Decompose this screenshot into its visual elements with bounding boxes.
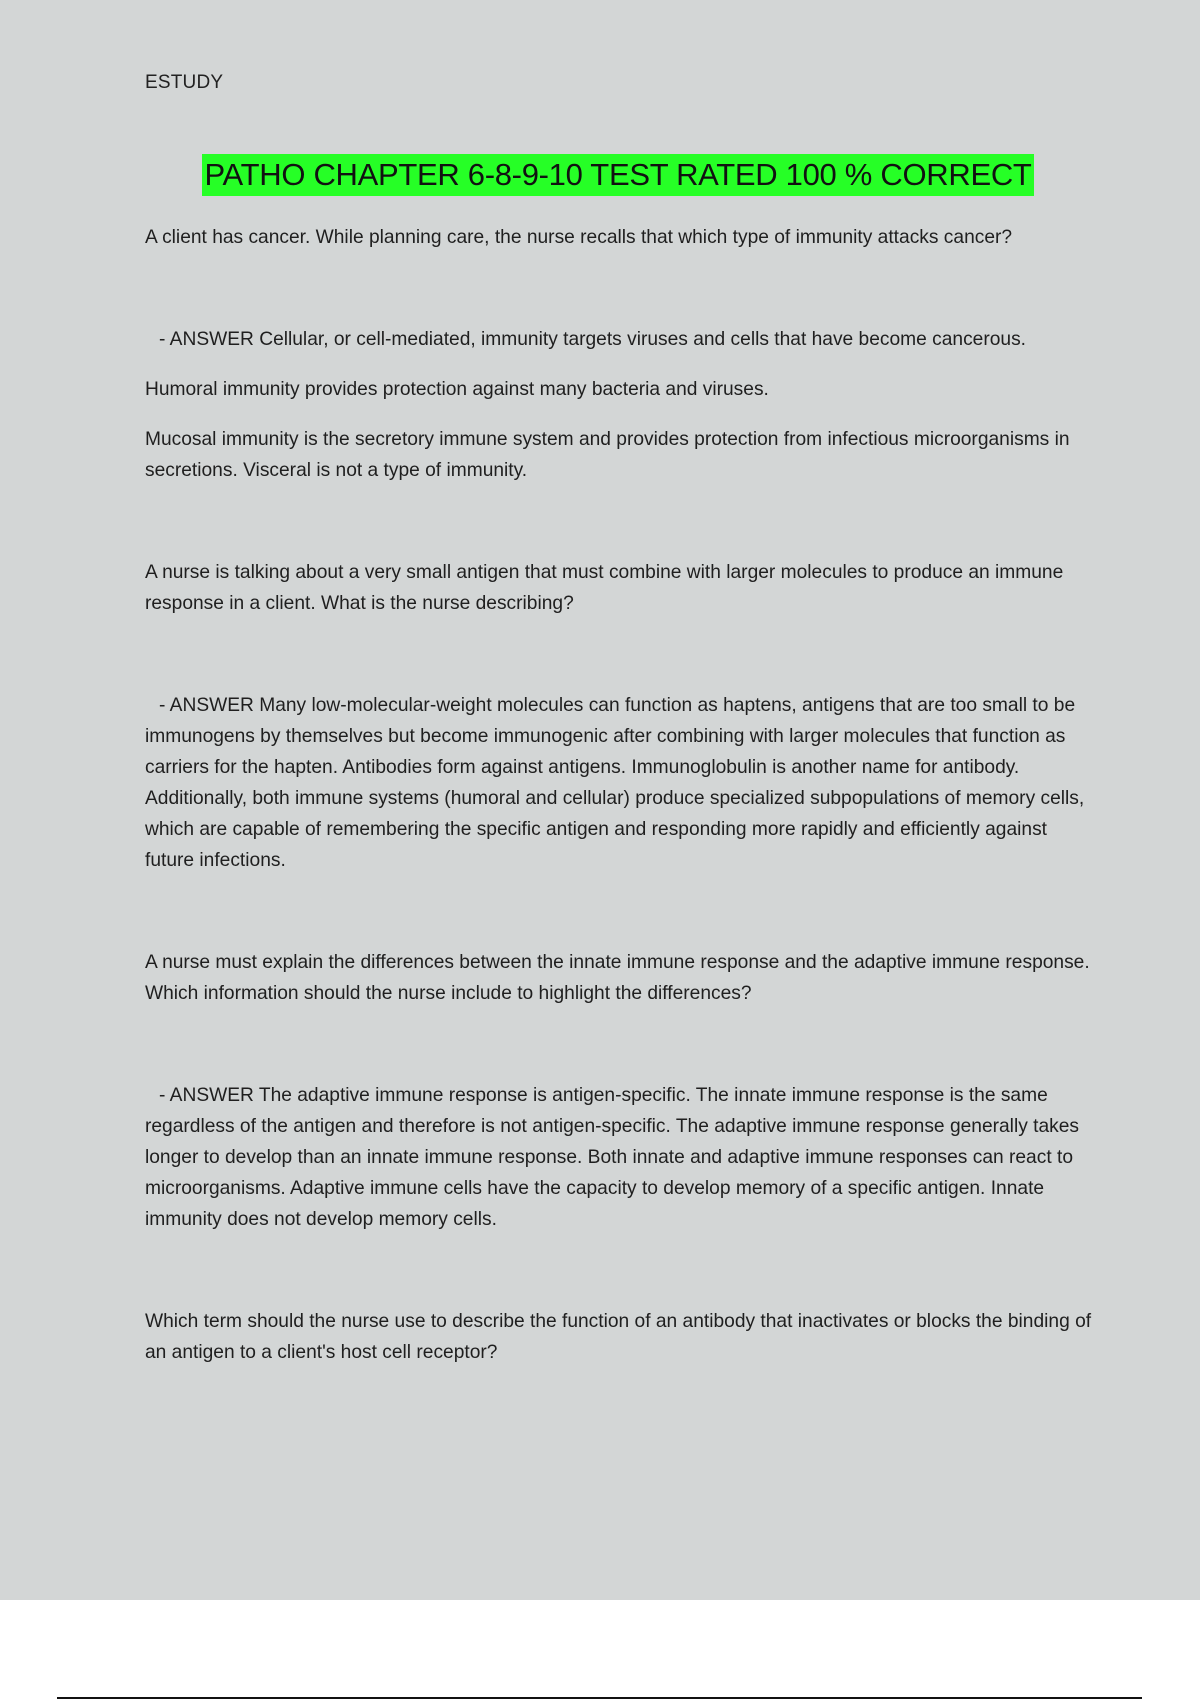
question-4: Which term should the nurse use to describe the function of an antibody that inactivates or blocks the binding of an antigen to a client's host cell receptor? xyxy=(145,1311,1092,1363)
title-container xyxy=(0,154,1200,196)
question-1: A client has cancer. While planning care, the nurse recalls that which type of immunity attacks cancer? xyxy=(145,227,1013,248)
answer-1: - ANSWER Cellular, or cell-mediated, immunity targets viruses and cells that have become cancerous. xyxy=(159,329,1026,350)
answer-3: - ANSWER The adaptive immune response is antigen-specific. The innate immune response is the same regardless of the antigen and therefore is not antigen-specific. The adaptive immune response generally takes longer to develop than an innate immune response. Both innate and adaptive immune responses can react to microorganisms. Adaptive immune cells have the capacity to develop memory of a specific antigen. Innate immunity does not develop memory cells. xyxy=(145,1085,1079,1230)
answer-1-detail-mucosal: Mucosal immunity is the secretory immune system and provides protection from infectious microorganisms in secretions. Visceral is not a type of immunity. xyxy=(145,429,1070,481)
answer-1-detail-humoral: Humoral immunity provides protection against many bacteria and viruses. xyxy=(145,379,769,400)
answer-2: - ANSWER Many low-molecular-weight molecules can function as haptens, antigens that are too small to be immunogens by themselves but become immunogenic after combining with larger molecules that function as carriers for the hapten. Antibodies form against antigens. Immunoglobulin is another name for antibody. Additionally, both immune systems (humoral and cellular) produce specialized subpopulations of memory cells, which are capable of remembering the specific antigen and responding more rapidly and efficiently against future infections. xyxy=(145,695,1085,871)
question-3: A nurse must explain the differences between the innate immune response and the adaptive immune response. Which information should the nurse include to highlight the differences? xyxy=(145,952,1090,1004)
document-title: PATHO CHAPTER 6-8-9-10 TEST RATED 100 % CORRECT xyxy=(202,154,1033,196)
document-body xyxy=(145,222,1095,1368)
document-header: ESTUDY xyxy=(145,72,224,93)
question-2: A nurse is talking about a very small antigen that must combine with larger molecules to produce an immune response in a client. What is the nurse describing? xyxy=(145,562,1064,614)
bottom-divider xyxy=(57,1697,1142,1699)
